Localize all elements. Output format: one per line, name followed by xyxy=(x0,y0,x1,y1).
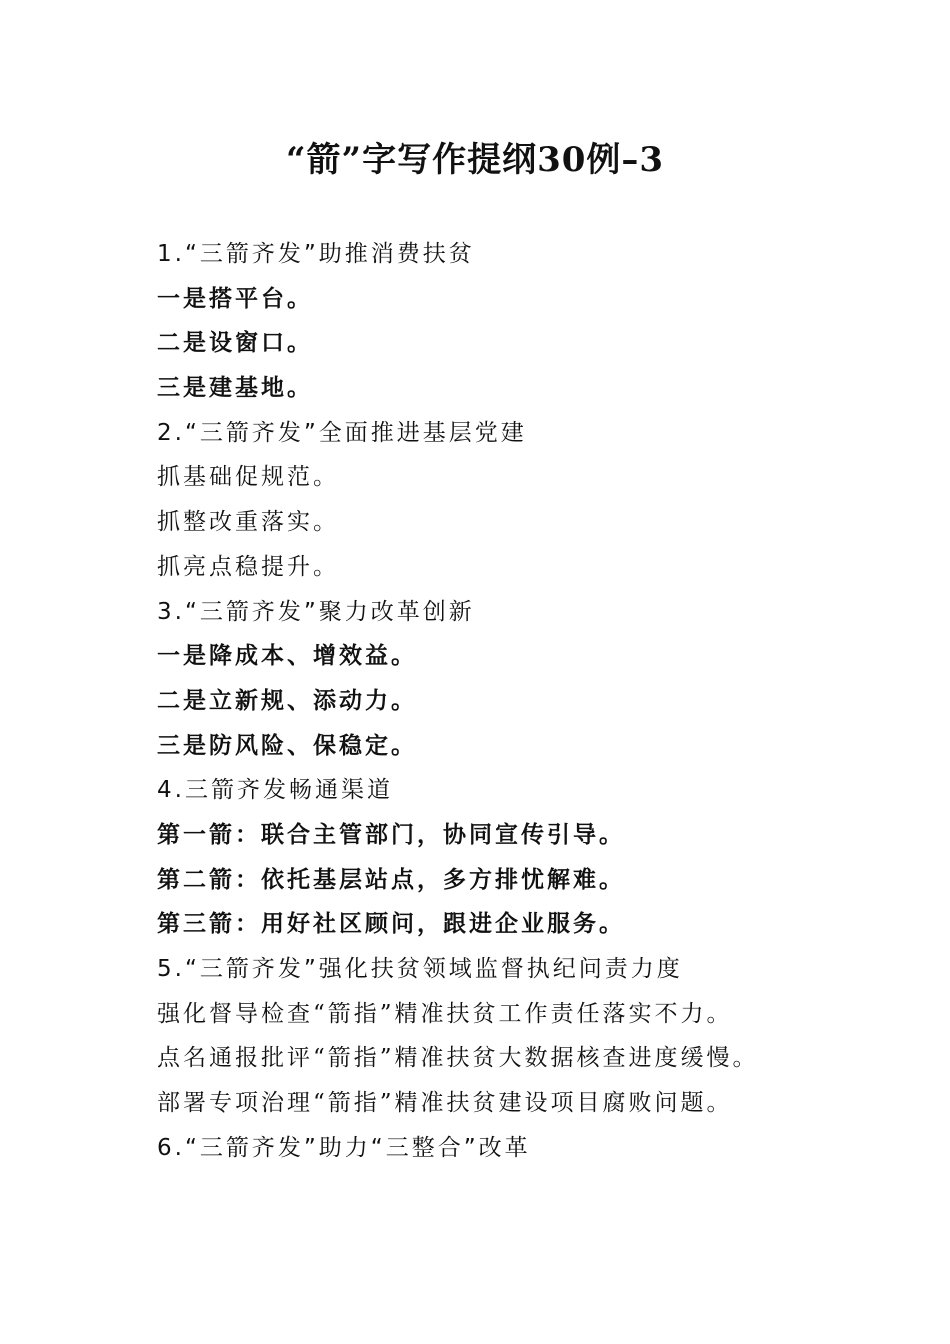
outline-line: 5.“三箭齐发”强化扶贫领域监督执纪问责力度 xyxy=(157,956,683,982)
document-body xyxy=(157,232,857,1170)
outline-line: 抓基础促规范。 xyxy=(157,464,339,491)
outline-line: 二是设窗口。 xyxy=(157,329,313,357)
document-title: “箭”字写作提纲30例–3 xyxy=(285,140,665,180)
outline-line: 一是搭平台。 xyxy=(157,284,313,312)
outline-line: 第二箭：依托基层站点，多方排忧解难。 xyxy=(157,865,625,893)
outline-line: 抓整改重落实。 xyxy=(157,509,339,536)
outline-line: 二是立新规、添动力。 xyxy=(157,686,417,714)
outline-line: 第三箭：用好社区顾问，跟进企业服务。 xyxy=(157,910,625,938)
outline-line: 部署专项治理“箭指”精准扶贫建设项目腐败问题。 xyxy=(157,1090,733,1117)
outline-line: 一是降成本、增效益。 xyxy=(157,642,417,670)
outline-line: 4.三箭齐发畅通渠道 xyxy=(157,777,393,804)
outline-line: 三是防风险、保稳定。 xyxy=(157,731,417,759)
outline-line: 3.“三箭齐发”聚力改革创新 xyxy=(157,598,475,625)
outline-line: 强化督导检查“箭指”精准扶贫工作责任落实不力。 xyxy=(157,1000,733,1027)
outline-line: 6.“三箭齐发”助力“三整合”改革 xyxy=(157,1134,531,1161)
outline-line: 第一箭：联合主管部门，协同宣传引导。 xyxy=(157,820,625,848)
outline-line: 点名通报批评“箭指”精准扶贫大数据核查进度缓慢。 xyxy=(157,1045,759,1072)
outline-line: 三是建基地。 xyxy=(157,374,313,402)
outline-line: 1.“三箭齐发”助推消费扶贫 xyxy=(157,241,475,267)
outline-line: 2.“三箭齐发”全面推进基层党建 xyxy=(157,419,527,446)
outline-line: 抓亮点稳提升。 xyxy=(157,553,339,580)
